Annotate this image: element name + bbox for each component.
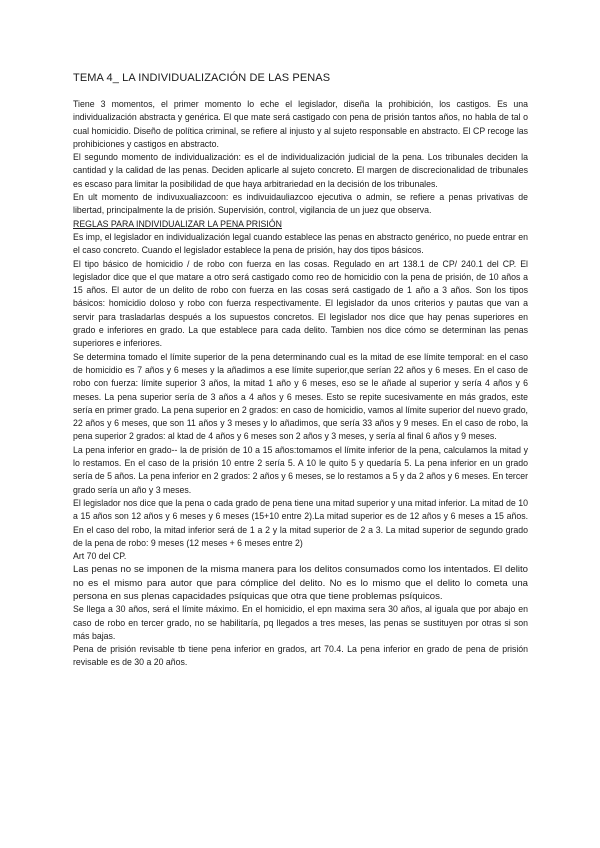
paragraph-halves: El legislador nos dice que la pena o cada grado de pena tiene una mitad superior y una mitad inferior. La mitad de 10 a 15 años son 12 años y 6 meses y 6 meses (15+10 entre 2).La mitad superior es de 12 años y 6 meses a 15 años. En el caso del robo, la mitad inferior será de 1 a 2 y la mitad superior de 2 a 3. La mitad superior de segundo grado de la pena de robo: 9 meses (12 meses + 6 meses entre 2) xyxy=(73,497,528,548)
paragraph-revisable-prison: Pena de prisión revisable tb tiene pena inferior en grados, art 70.4. La pena inferior en grado de pena de prisión revisable es de 30 a 20 años. xyxy=(73,644,528,668)
section-heading: REGLAS PARA INDIVIDUALIZAR LA PENA PRISIÓN xyxy=(73,218,282,229)
paragraph-article-70: Art 70 del CP. xyxy=(73,551,127,562)
paragraph-lower-degree: La pena inferior en grado-- la de prisión de 10 a 15 años:tomamos el límite inferior de la pena, calculamos la mitad y lo restamos. En el caso de la prisión 10 entre 2 sería 5. A 10 le quito 5 y quedaría 5. La pena inferior en un grado sería de 5 años. La pena inferior en 2 grados: 2 años y 6 meses, se lo restamos a 5 y da 2 años y 6 meses. En tercer grado sería un año y 3 meses. xyxy=(73,444,528,495)
paragraph-legislator: Es imp, el legislador en individualización legal cuando establece las penas en abstracto genérico, no puede entrar en el caso concreto. Cuando el legislador establece la pena de prisión, hay dos tipos básicos. xyxy=(73,231,528,256)
paragraph-upper-limit: Se determina tomado el límite superior de la pena determinando cual es la mitad de ese límite temporal: en el caso de homicidio es 7 años y 6 meses y la añadimos a ese límite superior,que serían 22 años y 6 meses. En el caso de robo con fuerza: límite superior 3 años, la mitad 1 año y 6 meses, eso se le añade al superior y sería 4 años y 6 meses. La pena superior sería de 3 años a 4 años y 6 meses. Esto se repite sucesivamente en más grados, este sería en primer grado. La pena superior en 2 grados: en caso de homicidio, vamos al límite superior del nuevo grado, 22 años y 6 meses, que son 11 años y 3 meses y lo añadimos, que sería 33 años y 9 meses. En el caso de robo, la pena superior 2 grados: al ktad de 4 años y 6 meses son 2 años y 3 meses, y sería al final 6 años y 9 meses. xyxy=(73,351,528,442)
paragraph-basic-types: El tipo básico de homicidio / de robo con fuerza en las cosas. Regulado en art 138.1 de CP/ 240.1 del CP. El legislador dice que el que matare a otro será castigado como reo de homicidio con la pena de prisión, de 10 años a 15 años. El autor de un delito de robo con fuerza en las cosas será castigado de 1 año a 3 años. Son los tipos básicos: homicidio doloso y robo con fuerza respectivamente. El legislador da unos criterios y pautas que van a servir para trasladarlas después a los supuestos concretos. El legislador nos dice que hay penas superiores en grado e inferiores en grado. La que establece para cada delito. Tambien nos dice cómo se determinan las penas superiores e inferiores. xyxy=(73,258,528,349)
document-body xyxy=(73,98,528,670)
paragraph-second-moment: El segundo momento de individualización: es el de individualización judicial de la pena. Los tribunales deciden la cantidad y la calidad de las penas. Deciden aplicarle al sujeto concreto. El margen de discrecionalidad de tribunales es escaso para limitar la posibilidad de que haya arbitrariedad en la decisión de los tribunales. xyxy=(73,152,528,189)
document-title: TEMA 4_ LA INDIVIDUALIZACIÓN DE LAS PENAS xyxy=(73,72,331,84)
paragraph-third-moment: En ult momento de indivuxualiazcoon: es indivuidauliazcoo ejecutiva o admin, se refiere a penas privativas de libertad, principalmente la de prisión. Supervisión, control, vigilancia de un juez que observa. xyxy=(73,192,528,216)
paragraph-attempted-crimes: Las penas no se imponen de la misma manera para los delitos consumados como los intentados. El delito no es el mismo para autor que para cómplice del delito. No es lo mismo que el delito lo cometa una persona en sus plenas capacidades psíquicas que otra que tiene problemas psíquicos. xyxy=(73,564,528,602)
paragraph-first-moment: Tiene 3 momentos, el primer momento lo eche el legislador, diseña la prohibición, los castigos. Es una individualización abstracta y genérica. El que mate será castigado con pena de prisión tantos años, no habla de tal o cual homicidio. Diseño de política criminal, se refiere al injusto y al sujeto responsable en abstracto. El CP recoge las prohibiciones y castigos en abstracto. xyxy=(73,99,528,149)
paragraph-maximum-limit: Se llega a 30 años, será el límite máximo. En el homicidio, el epn maxima sera 30 años, al iguala que por abajo en caso de robo en tercer grado, no se habilitaría, pq llegados a tres meses, las penas se sustituyen por otras si son más bajas. xyxy=(73,604,528,641)
